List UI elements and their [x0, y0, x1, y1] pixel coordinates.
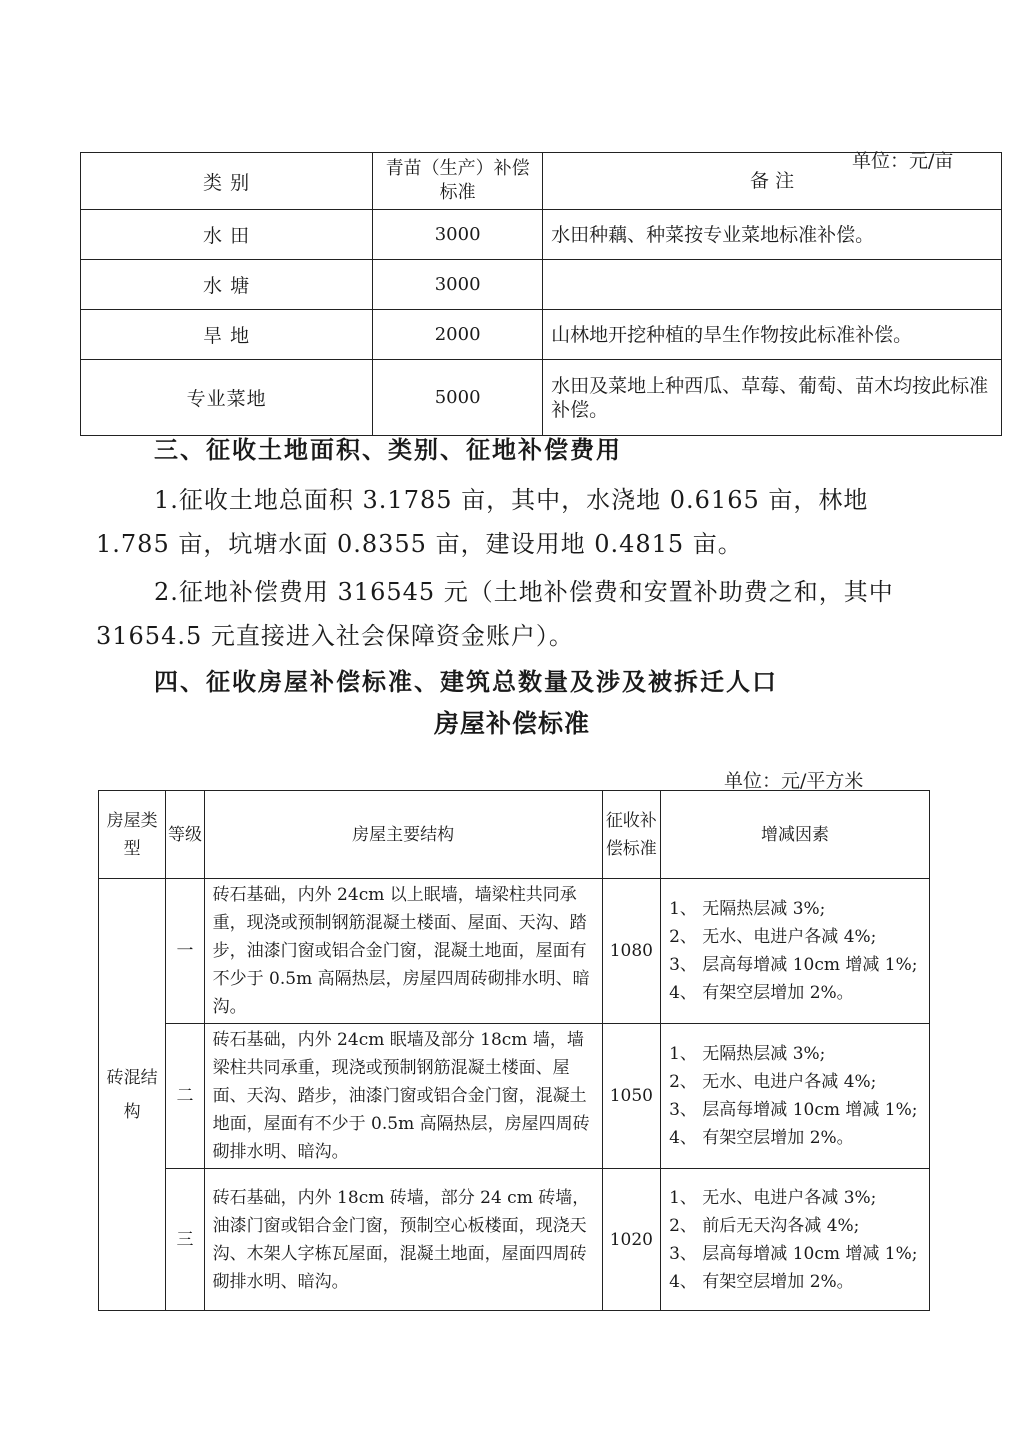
- house-compensation-table: [98, 790, 930, 1311]
- header-factors: 增减因素: [661, 791, 930, 879]
- row-standard: 3000: [373, 260, 543, 310]
- factor-item: 1、 无隔热层减 3%;: [669, 899, 826, 919]
- table-row: [81, 260, 1002, 310]
- row-notes: 水田种藕、种菜按专业菜地标准补偿。: [543, 210, 1002, 260]
- factor-item: 2、 无水、电进户各减 4%;: [669, 927, 877, 947]
- row-standard: 5000: [373, 360, 543, 436]
- row-notes: 山林地开挖种植的旱生作物按此标准补偿。: [543, 310, 1002, 360]
- table-row: [99, 879, 930, 1024]
- row-factors: [661, 879, 930, 1024]
- factor-item: 1、 无隔热层减 3%;: [669, 1044, 826, 1064]
- row-standard: 2000: [373, 310, 543, 360]
- row-structure: 砖石基础，内外 24cm 眠墙及部分 18cm 墙，墙梁柱共同承重，现浇或预制钢筋混凝土楼面、屋面、天沟、踏步，油漆门窗或铝合金门窗，混凝土地面，屋面有不少于 0.5m 高隔热层，房屋四周砖砌排水明、暗沟。: [204, 1024, 602, 1169]
- row-grade: 二: [166, 1024, 204, 1169]
- factor-item: 4、 有架空层增加 2%。: [669, 1128, 854, 1148]
- factor-item: 3、 层高每增减 10cm 增减 1%;: [669, 955, 918, 975]
- header-category: 类 别: [81, 153, 373, 210]
- row-notes: [543, 260, 1002, 310]
- row-grade: 三: [166, 1169, 204, 1311]
- factor-item: 4、 有架空层增加 2%。: [669, 983, 854, 1003]
- table-header-row: [99, 791, 930, 879]
- row-factors: [661, 1024, 930, 1169]
- section3-paragraph-1: 1.征收土地总面积 3.1785 亩，其中，水浇地 0.6165 亩，林地 1.785 亩，坑塘水面 0.8355 亩，建设用地 0.4815 亩。: [96, 486, 869, 558]
- section4-heading: 四、征收房屋补偿标准、建筑总数量及涉及被拆迁人口: [154, 667, 778, 696]
- table-row: [99, 1169, 930, 1311]
- header-standard: 青苗（生产）补偿标准: [373, 153, 543, 210]
- row-factors: [661, 1169, 930, 1311]
- table1-unit: 单位：元/亩: [852, 150, 954, 172]
- row-category: 水 田: [81, 210, 373, 260]
- table-row: [81, 210, 1002, 260]
- row-standard: 1080: [602, 879, 661, 1024]
- factor-item: 3、 层高每增减 10cm 增减 1%;: [669, 1100, 918, 1120]
- row-structure: 砖石基础，内外 24cm 以上眠墙，墙梁柱共同承重，现浇或预制钢筋混凝土楼面、屋面、天沟、踏步，油漆门窗或铝合金门窗，混凝土地面，屋面有不少于 0.5m 高隔热层，房屋四周砖砌排水明、暗沟。: [204, 879, 602, 1024]
- house-table-title: 房屋补偿标准: [433, 709, 590, 738]
- row-category: 专业菜地: [81, 360, 373, 436]
- section3-heading: 三、征收土地面积、类别、征地补偿费用: [154, 435, 622, 464]
- table2-unit: 单位：元/平方米: [724, 770, 864, 792]
- house-type-cell: 砖混结构: [99, 879, 166, 1311]
- row-category: 旱 地: [81, 310, 373, 360]
- row-standard: 1020: [602, 1169, 661, 1311]
- table-row: [81, 310, 1002, 360]
- row-standard: 1050: [602, 1024, 661, 1169]
- header-structure: 房屋主要结构: [204, 791, 602, 879]
- crop-compensation-table: [80, 152, 1002, 436]
- factor-item: 2、 前后无天沟各减 4%;: [669, 1215, 860, 1236]
- row-notes: 水田及菜地上种西瓜、草莓、葡萄、苗木均按此标准补偿。: [543, 360, 1002, 436]
- header-notes: 备 注: [543, 153, 1002, 210]
- header-grade: 等级: [166, 791, 204, 879]
- factor-item: 2、 无水、电进户各减 4%;: [669, 1072, 877, 1092]
- factor-item: 1、 无水、电进户各减 3%;: [669, 1187, 877, 1208]
- factor-item: 4、 有架空层增加 2%。: [669, 1271, 854, 1292]
- table-row: [99, 1024, 930, 1169]
- row-category: 水 塘: [81, 260, 373, 310]
- row-structure: 砖石基础，内外 18cm 砖墙，部分 24 cm 砖墙，油漆门窗或铝合金门窗，预制空心板楼面，现浇天沟、木架人字栋瓦屋面，混凝土地面，屋面四周砖砌排水明、暗沟。: [204, 1169, 602, 1311]
- factor-item: 3、 层高每增减 10cm 增减 1%;: [669, 1243, 918, 1264]
- row-standard: 3000: [373, 210, 543, 260]
- table-header-row: [81, 153, 1002, 210]
- row-grade: 一: [166, 879, 204, 1024]
- header-standard: 征收补偿标准: [602, 791, 661, 879]
- section3-paragraph-2: 2.征地补偿费用 316545 元（土地补偿费和安置补助费之和，其中 31654.5 元直接进入社会保障资金账户）。: [96, 578, 894, 650]
- table-row: [81, 360, 1002, 436]
- header-house-type: 房屋类型: [99, 791, 166, 879]
